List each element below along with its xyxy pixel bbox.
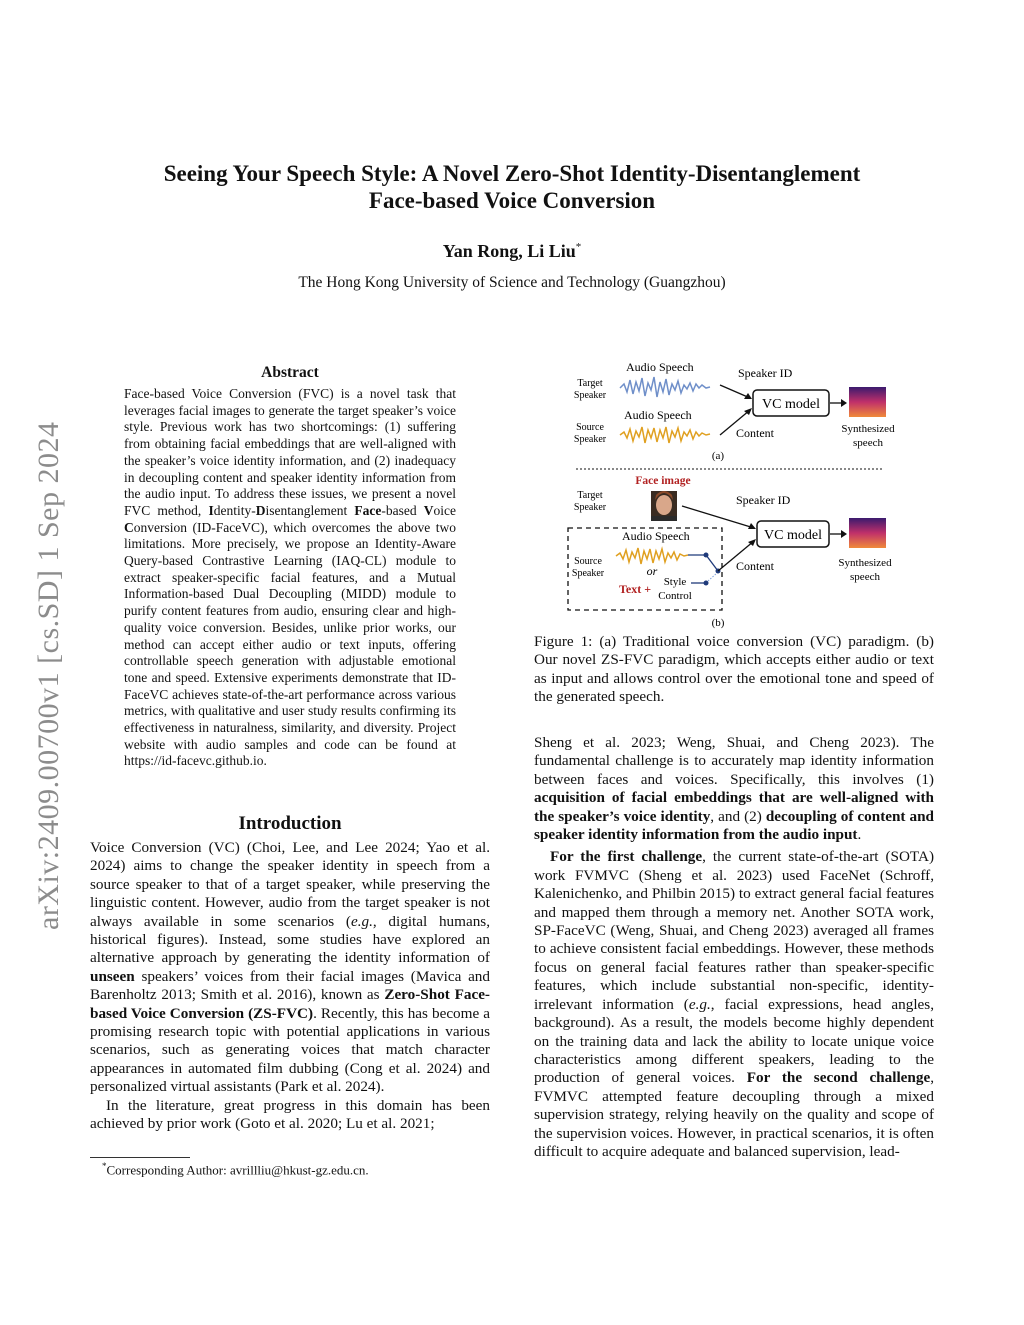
b-connector: [706, 555, 718, 571]
footnote-text: Corresponding Author: avrillliu@hkust-gz.edu.cn.: [106, 1162, 369, 1178]
title-line-1: Seeing Your Speech Style: A Novel Zero-Shot Identity-Disentanglement: [163, 161, 861, 186]
text: Sheng et al. 2023; Weng, Shuai, and Cheng 2023). The fundamental challenge is to accurately map identity information between faces and voices. Specifically, this involves (1): [534, 734, 934, 788]
b-node: [704, 581, 709, 586]
a-arrow-speaker: [720, 385, 750, 398]
a-synth-label-2: speech: [853, 437, 883, 449]
abstract-heading: Abstract: [261, 364, 319, 381]
b-audio-speech: Audio Speech: [622, 529, 690, 543]
a-content-label: Content: [736, 426, 774, 440]
b-style-label: Style: [663, 576, 687, 588]
face-photo: [651, 491, 677, 521]
abstract-text: -based: [381, 502, 424, 518]
arxiv-side-stamp: [8, 360, 76, 935]
b-source-label-2: Speaker: [571, 568, 605, 579]
a-audio-speech-top: Audio Speech: [626, 360, 694, 374]
figure-caption: Figure 1: (a) Traditional voice conversion (VC) paradigm. (b) Our novel ZS-FVC paradigm, which accepts either audio or text as input and allows control over the emotional tone and speed of the generated speech.: [534, 633, 934, 706]
a-audio-speech-bottom: Audio Speech: [624, 408, 692, 422]
a-target-label-1: Target: [577, 378, 603, 389]
text: e.g.: [350, 912, 373, 930]
b-control-label: Control: [658, 590, 692, 602]
text: .: [857, 826, 862, 844]
right-paragraph-1: [534, 734, 934, 844]
text: For the second challenge: [746, 1069, 931, 1087]
panel-a-label: (a): [711, 450, 725, 462]
figure-1: [560, 358, 920, 630]
text: . Recently, this has become a promising research topic with potential applications in various scenarios, such as generating voices that match character appearances in automated film dubbing (Cong et al. 2024) and personalized virtual assistants (Park et al. 2024).: [90, 1004, 490, 1096]
b-source-label-1: Source: [574, 556, 602, 567]
b-source-waveform: [616, 548, 688, 564]
abstract-text: dentity-: [213, 502, 256, 518]
affiliation: The Hong Kong University of Science and Technology (Guangzhou): [298, 274, 726, 291]
authors: [90, 241, 934, 262]
text: For the first challenge: [550, 848, 703, 866]
paper-title: [90, 160, 934, 214]
author-names: Yan Rong, Li Liu: [442, 241, 576, 261]
author-footnote-mark: *: [575, 241, 582, 253]
intro-paragraph-1: [90, 839, 490, 1097]
b-target-label-1: Target: [577, 490, 603, 501]
b-arrow-speaker: [682, 506, 754, 528]
b-connector: [708, 573, 717, 581]
source-waveform: [620, 427, 710, 443]
footnote-mark: *: [102, 1161, 107, 1171]
a-spectrogram: [849, 387, 886, 417]
acronym-letter: I: [208, 502, 214, 518]
b-or-label: or: [646, 564, 658, 578]
acronym-letter: C: [124, 519, 134, 535]
text: decoupling of content and speaker identity information from the audio input: [534, 807, 935, 844]
a-arrowhead: [841, 399, 847, 407]
right-paragraph-2: [534, 848, 934, 1161]
abstract-text-2: onversion (ID-FaceVC), which overcomes the above two limitations. More precisely, we propose an Identity-Aware Query-based Contrastive Learning (IAQ-CL) module to extract speaker-specific facial features, and a Mutual Information-based Dual Decoupling (MIDD) module to purify content features from audio, ensuring clear and high-quality voice conversion. Besides, unlike prior works, our method can accept either audio or text inputs, offering controllable speech generation with adjustable emotional tone and speed. Extensive experiments demonstrate that ID-FaceVC achieves state-of-the-art performance across various metrics, with qualitative and user study results confirming its effectiveness in naturalness, similarity, and diversity. Project website with audio samples and code can be found at https://id-facevc.github.io.: [124, 519, 456, 769]
text: acquisition of facial embeddings that are well-aligned with the speaker’s voice identity: [534, 789, 934, 825]
b-arrowhead: [841, 530, 847, 538]
a-vc-model-label: VC model: [762, 397, 820, 412]
target-waveform: [620, 377, 710, 397]
panel-b-label: (b): [711, 617, 725, 629]
title-line-2: Face-based Voice Conversion: [368, 188, 656, 213]
b-content-label: Content: [736, 559, 774, 573]
b-vc-model-label: VC model: [764, 528, 822, 543]
introduction-heading: Introduction: [238, 813, 342, 834]
text: , FVMVC attempted feature decoupling through a mixed supervision strategy, relying heavily on the quality and scope of the supervision voices. However, in practical scenarios, it is often difficult to acquire adequate and balanced supervision, lead-: [534, 1069, 934, 1160]
b-synth-label-1: Synthesized: [838, 557, 892, 569]
text: e.g.: [688, 995, 711, 1013]
abstract-text: oice: [433, 502, 456, 518]
abstract-body: [124, 386, 456, 770]
b-speaker-id: Speaker ID: [736, 493, 791, 507]
acronym-letter: V: [423, 502, 434, 518]
text: Zero-Shot Face-based Voice Conversion (ZS-FVC): [90, 986, 490, 1022]
b-spectrogram: [849, 518, 886, 548]
text: speakers’ voices from their facial images (Mavica and Barenholtz 2013; Smith et al. 2016), known as: [90, 967, 490, 1004]
a-synth-label-1: Synthesized: [841, 423, 895, 435]
a-speaker-id: Speaker ID: [738, 366, 793, 380]
acronym-letter: D: [255, 502, 266, 518]
text: , digital humans, historical figures). Instead, some studies have explored an alternative approach by generating the identity information of: [90, 912, 490, 967]
b-text-plus-label: Text +: [619, 582, 652, 596]
a-source-label-1: Source: [576, 422, 604, 433]
text: , facial expressions, head angles, background). As a result, the models become highly dependent on the training data and lack the ability to locate unique voice characteristics among different speakers, leading to the production of general voices.: [534, 995, 934, 1087]
footnote-rule: [90, 1157, 190, 1158]
acronym-letter: Face: [354, 502, 382, 518]
a-source-label-2: Speaker: [573, 434, 607, 445]
arxiv-identifier: arXiv:2409.00700v1 [cs.SD] 1 Sep 2024: [32, 421, 65, 930]
intro-paragraph-2: In the literature, great progress in this domain has been achieved by prior work (Goto et al. 2020; Lu et al. 2021;: [90, 1096, 490, 1133]
introduction-body: [90, 839, 490, 1134]
b-target-label-2: Speaker: [573, 502, 607, 513]
text: , the current state-of-the-art (SOTA) work FVMVC (Sheng et al. 2023) used FaceNet (Schroff, Kalenichenko, and Philbin 2015) to extract general facial features and mapped them through a memory net. Another SOTA work, SP-FaceVC (Weng, Shuai, and Cheng 2023) averaged all frames to achieve consistent facial embeddings. However, these methods focus on general facial features rather than speaker-specific features, which include substantial non-specific, identity-irrelevant information (: [534, 848, 935, 1013]
a-target-label-2: Speaker: [573, 390, 607, 401]
footnote: [102, 1161, 369, 1178]
abstract-text-1: Face-based Voice Conversion (FVC) is a novel task that leverages facial images to generate the target speaker’s voice style. Previous work has two shortcomings: (1) suffering from obtaining facial embeddings that are well-aligned with the speaker’s voice identity information, and (2) inadequacy in decoupling content and speaker identity information from the audio input. To address these issues, we present a novel FVC method,: [124, 386, 456, 518]
abstract-text: isentanglement: [265, 502, 355, 518]
text: , and (2): [710, 807, 766, 825]
text: unseen: [90, 967, 135, 985]
b-face-image-label: Face image: [635, 475, 691, 487]
right-column-body: [534, 734, 934, 1161]
b-synth-label-2: speech: [850, 571, 880, 583]
text: Voice Conversion (VC) (Choi, Lee, and Lee 2024; Yao et al. 2024) aims to change the speaker identity in speech from a source speaker to that of a target speaker, while preserving the linguistic content. However, audio from the target speaker is not always available in some scenarios (: [90, 839, 490, 930]
